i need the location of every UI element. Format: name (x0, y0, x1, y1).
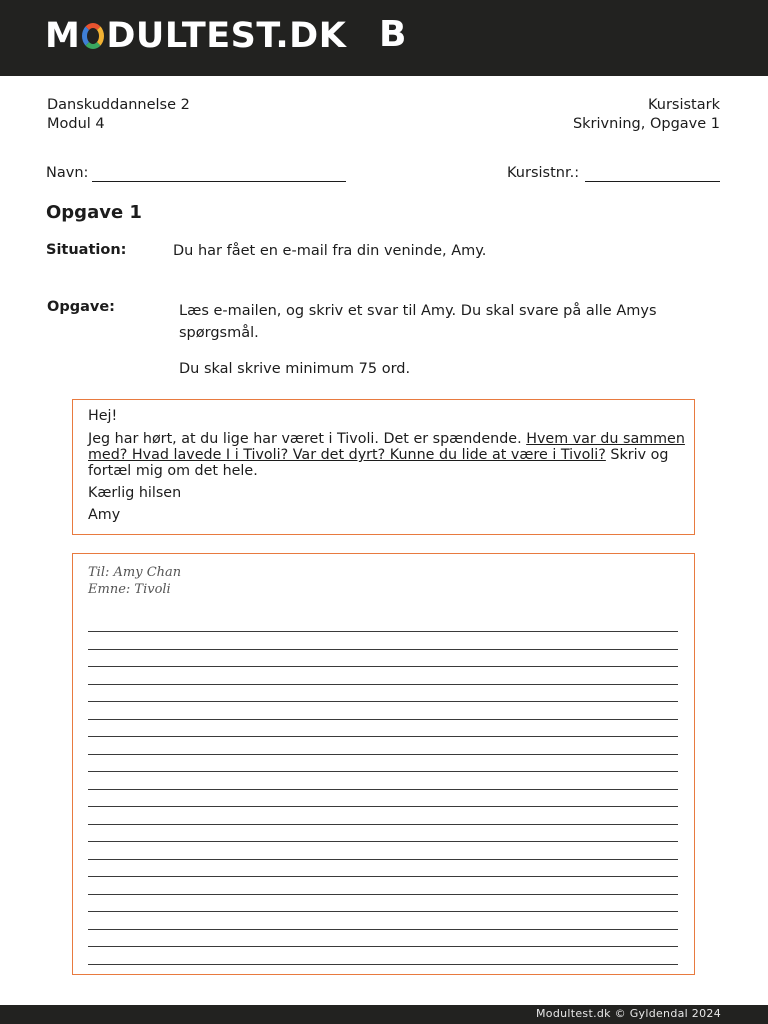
email-body-end-1: Skriv og (605, 447, 669, 463)
email-body-start: Jeg har hørt, at du lige har været i Tivoli. Det er spændende. (88, 431, 527, 447)
doc-type: Kursistark (647, 97, 720, 113)
email-sender: Amy (88, 507, 121, 523)
answer-line[interactable] (88, 771, 678, 772)
email-body (88, 431, 688, 479)
answer-line[interactable] (88, 894, 678, 895)
answer-line[interactable] (88, 684, 678, 685)
email-greeting: Hej! (88, 408, 118, 424)
header-bar (0, 0, 768, 76)
email-question-1: Hvem var du sammen (526, 431, 685, 447)
situation-text: Du har fået en e-mail fra din veninde, Amy. (173, 243, 487, 259)
answer-line[interactable] (88, 964, 678, 965)
opgave-label: Opgave: (47, 299, 115, 315)
copyright-text: Modultest.dk © Gyldendal 2024 (536, 1007, 721, 1020)
student-number-label: Kursistnr.: (507, 165, 580, 181)
course-name: Danskuddannelse 2 (47, 97, 190, 113)
answer-line[interactable] (88, 841, 678, 842)
module-name: Modul 4 (47, 116, 105, 132)
answer-line[interactable] (88, 736, 678, 737)
opgave-text-line1: Læs e-mailen, og skriv et svar til Amy. Du skal svare på alle Amys (179, 303, 657, 319)
name-field[interactable] (92, 181, 346, 182)
min-words-text: Du skal skrive minimum 75 ord. (179, 361, 411, 377)
name-label: Navn: (46, 165, 89, 181)
answer-line[interactable] (88, 701, 678, 702)
answer-to: Til: Amy Chan (88, 565, 182, 580)
answer-line[interactable] (88, 789, 678, 790)
answer-line[interactable] (88, 719, 678, 720)
answer-line[interactable] (88, 666, 678, 667)
level-badge: B (379, 14, 407, 55)
opgave-text-line2: spørgsmål. (179, 325, 259, 341)
email-questions: med? Hvad lavede I i Tivoli? Var det dyrt? Kunne du lide at være i Tivoli? (88, 447, 606, 463)
answer-line[interactable] (88, 806, 678, 807)
answer-line[interactable] (88, 754, 678, 755)
logo-ring-icon (82, 23, 104, 49)
logo-letter-m: M (45, 16, 81, 56)
email-box (72, 399, 695, 535)
footer-bar (0, 1005, 768, 1024)
answer-line[interactable] (88, 911, 678, 912)
answer-line[interactable] (88, 824, 678, 825)
answer-line[interactable] (88, 649, 678, 650)
email-body-end-2: fortæl mig om det hele. (88, 463, 258, 479)
answer-line[interactable] (88, 631, 678, 632)
task-reference: Skrivning, Opgave 1 (572, 116, 720, 132)
modultest-logo (45, 15, 346, 57)
answer-line[interactable] (88, 876, 678, 877)
answer-line[interactable] (88, 946, 678, 947)
answer-line[interactable] (88, 859, 678, 860)
situation-label: Situation: (46, 242, 127, 258)
task-title: Opgave 1 (46, 202, 142, 223)
email-signoff: Kærlig hilsen (88, 485, 182, 501)
answer-line[interactable] (88, 929, 678, 930)
student-number-field[interactable] (585, 181, 720, 182)
answer-subject: Emne: Tivoli (88, 582, 171, 597)
logo-text-rest: DULTEST.DK (106, 16, 347, 56)
